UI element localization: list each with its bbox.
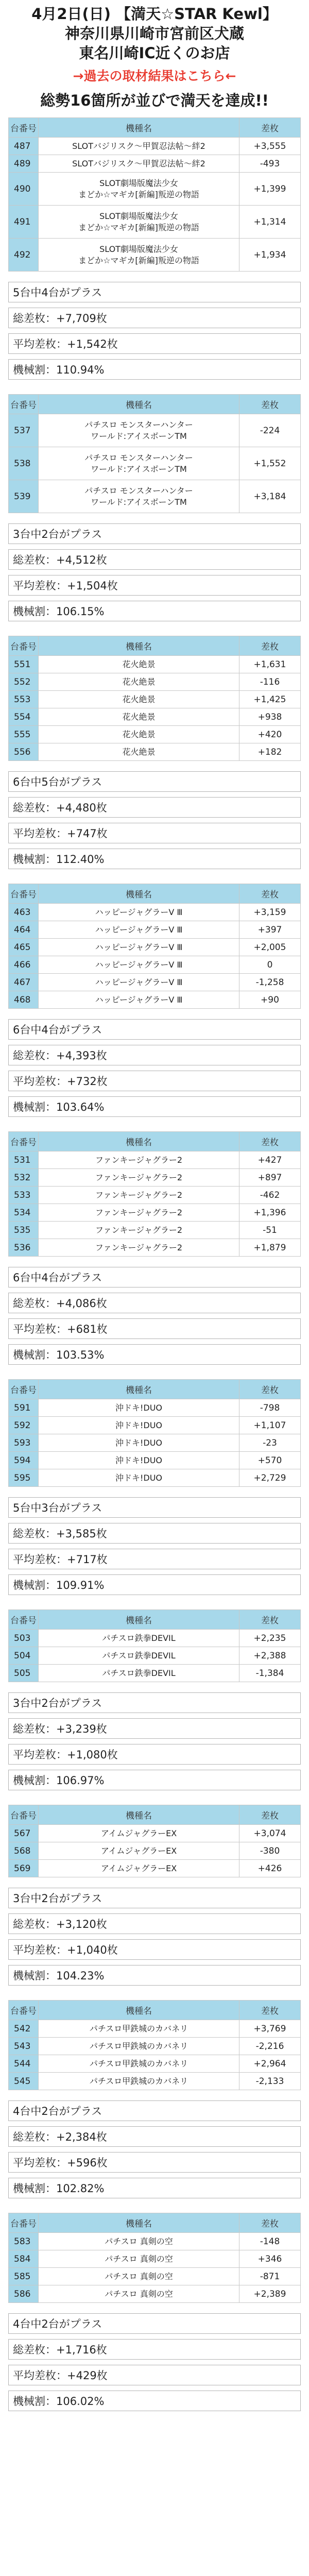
machine-name-cell: パチスロ モンスターハンター ワールド:アイスボーンTM bbox=[39, 414, 239, 447]
machine-name-cell: 花火絶景 bbox=[39, 726, 239, 743]
total-difference-box: 総差枚：+2,384枚 bbox=[8, 2126, 301, 2147]
machine-name-cell: ハッピージャグラーV Ⅲ bbox=[39, 974, 239, 991]
average-difference-box: 平均差枚：+1,542枚 bbox=[8, 333, 301, 354]
table-row bbox=[9, 1187, 301, 1204]
table-row bbox=[9, 1452, 301, 1469]
machine-name-cell: パチスロ甲鉄城のカバネリ bbox=[39, 2055, 239, 2073]
result-section bbox=[0, 2000, 309, 2198]
machine-name-cell: パチスロ 真剣の空 bbox=[39, 2250, 239, 2268]
table-header-row bbox=[9, 1132, 301, 1151]
table-row bbox=[9, 991, 301, 1009]
machine-number-cell: 594 bbox=[9, 1452, 39, 1469]
total-difference-box: 総差枚：+1,716枚 bbox=[8, 2339, 301, 2360]
difference-cell: +397 bbox=[239, 921, 301, 939]
machine-name-cell: アイムジャグラーEX bbox=[39, 1860, 239, 1877]
column-header-difference: 差枚 bbox=[239, 1380, 301, 1399]
difference-cell: -2,216 bbox=[239, 2038, 301, 2055]
column-header-machine-number: 台番号 bbox=[9, 1805, 39, 1825]
table-header-row bbox=[9, 636, 301, 656]
column-header-machine-name: 機種名 bbox=[39, 2001, 239, 2020]
difference-cell: +1,552 bbox=[239, 447, 301, 480]
result-section bbox=[0, 636, 309, 869]
machine-number-cell: 532 bbox=[9, 1169, 39, 1187]
machine-number-cell: 554 bbox=[9, 708, 39, 726]
section-stats bbox=[8, 282, 301, 380]
machine-results-table bbox=[8, 1131, 301, 1257]
difference-cell: -2,133 bbox=[239, 2073, 301, 2090]
difference-cell: +1,425 bbox=[239, 691, 301, 708]
column-header-machine-number: 台番号 bbox=[9, 1380, 39, 1399]
difference-cell: -224 bbox=[239, 414, 301, 447]
column-header-difference: 差枚 bbox=[239, 2213, 301, 2233]
machine-name-cell: 花火絶景 bbox=[39, 673, 239, 691]
table-row bbox=[9, 138, 301, 155]
machine-number-cell: 585 bbox=[9, 2268, 39, 2285]
payout-rate-box: 機械割：103.53% bbox=[8, 1344, 301, 1365]
table-header-row bbox=[9, 2001, 301, 2020]
column-header-machine-number: 台番号 bbox=[9, 2213, 39, 2233]
article-title-store-hint: 東名川崎IC近くのお店 bbox=[79, 44, 230, 62]
column-header-machine-name: 機種名 bbox=[39, 1610, 239, 1630]
column-header-machine-number: 台番号 bbox=[9, 118, 39, 138]
table-row bbox=[9, 414, 301, 447]
machine-name-cell: ファンキージャグラー2 bbox=[39, 1222, 239, 1239]
payout-rate-box: 機械割：106.02% bbox=[8, 2391, 301, 2411]
column-header-difference: 差枚 bbox=[239, 1610, 301, 1630]
machine-name-cell: アイムジャグラーEX bbox=[39, 1842, 239, 1860]
table-row bbox=[9, 921, 301, 939]
difference-cell: +1,631 bbox=[239, 656, 301, 673]
table-row bbox=[9, 726, 301, 743]
machine-number-cell: 544 bbox=[9, 2055, 39, 2073]
plus-count-box: 4台中2台がプラス bbox=[8, 2313, 301, 2334]
machine-name-cell: パチスロ甲鉄城のカバネリ bbox=[39, 2038, 239, 2055]
table-row bbox=[9, 1860, 301, 1877]
table-row bbox=[9, 1204, 301, 1222]
machine-results-table bbox=[8, 117, 301, 272]
machine-number-cell: 467 bbox=[9, 974, 39, 991]
average-difference-box: 平均差枚：+732枚 bbox=[8, 1071, 301, 1091]
difference-cell: -871 bbox=[239, 2268, 301, 2285]
table-row bbox=[9, 2020, 301, 2038]
average-difference-box: 平均差枚：+1,504枚 bbox=[8, 575, 301, 596]
difference-cell: -116 bbox=[239, 673, 301, 691]
column-header-machine-number: 台番号 bbox=[9, 2001, 39, 2020]
machine-number-cell: 535 bbox=[9, 1222, 39, 1239]
machine-number-cell: 555 bbox=[9, 726, 39, 743]
section-stats bbox=[8, 1497, 301, 1595]
machine-name-cell: ハッピージャグラーV Ⅲ bbox=[39, 939, 239, 956]
difference-cell: -462 bbox=[239, 1187, 301, 1204]
table-row bbox=[9, 2038, 301, 2055]
machine-name-cell: ファンキージャグラー2 bbox=[39, 1187, 239, 1204]
column-header-machine-name: 機種名 bbox=[39, 636, 239, 656]
table-row bbox=[9, 2268, 301, 2285]
machine-name-cell: パチスロ鉄拳DEVIL bbox=[39, 1630, 239, 1647]
machine-number-cell: 584 bbox=[9, 2250, 39, 2268]
difference-cell: +2,389 bbox=[239, 2285, 301, 2303]
difference-cell: +3,769 bbox=[239, 2020, 301, 2038]
table-header-row bbox=[9, 395, 301, 414]
column-header-difference: 差枚 bbox=[239, 636, 301, 656]
difference-cell: +3,159 bbox=[239, 904, 301, 921]
plus-count-box: 3台中2台がプラス bbox=[8, 1692, 301, 1713]
section-stats bbox=[8, 771, 301, 869]
difference-cell: 0 bbox=[239, 956, 301, 974]
table-row bbox=[9, 2073, 301, 2090]
results-sections bbox=[0, 117, 309, 2411]
machine-number-cell: 492 bbox=[9, 239, 39, 272]
total-difference-box: 総差枚：+3,239枚 bbox=[8, 1718, 301, 1739]
machine-name-cell: SLOT劇場版魔法少女 まどか☆マギカ[新編]叛逆の物語 bbox=[39, 239, 239, 272]
difference-cell: -23 bbox=[239, 1434, 301, 1452]
machine-number-cell: 583 bbox=[9, 2233, 39, 2250]
table-header-row bbox=[9, 884, 301, 904]
difference-cell: +3,555 bbox=[239, 138, 301, 155]
machine-results-table bbox=[8, 2213, 301, 2303]
column-header-machine-name: 機種名 bbox=[39, 1132, 239, 1151]
table-row bbox=[9, 939, 301, 956]
table-row bbox=[9, 1469, 301, 1487]
average-difference-box: 平均差枚：+429枚 bbox=[8, 2365, 301, 2385]
machine-name-cell: パチスロ甲鉄城のカバネリ bbox=[39, 2020, 239, 2038]
average-difference-box: 平均差枚：+596枚 bbox=[8, 2152, 301, 2173]
machine-name-cell: パチスロ 真剣の空 bbox=[39, 2268, 239, 2285]
machine-name-cell: パチスロ モンスターハンター ワールド:アイスボーンTM bbox=[39, 447, 239, 480]
machine-name-cell: SLOTバジリスク～甲賀忍法帖～絆2 bbox=[39, 155, 239, 173]
machine-number-cell: 567 bbox=[9, 1825, 39, 1842]
machine-number-cell: 551 bbox=[9, 656, 39, 673]
machine-number-cell: 545 bbox=[9, 2073, 39, 2090]
table-header-row bbox=[9, 1610, 301, 1630]
section-stats bbox=[8, 2313, 301, 2411]
machine-results-table bbox=[8, 2000, 301, 2090]
machine-number-cell: 552 bbox=[9, 673, 39, 691]
table-row bbox=[9, 2055, 301, 2073]
machine-name-cell: パチスロ鉄拳DEVIL bbox=[39, 1647, 239, 1665]
machine-number-cell: 586 bbox=[9, 2285, 39, 2303]
machine-number-cell: 490 bbox=[9, 173, 39, 206]
plus-count-box: 3台中2台がプラス bbox=[8, 1888, 301, 1908]
difference-cell: -493 bbox=[239, 155, 301, 173]
table-row bbox=[9, 447, 301, 480]
column-header-difference: 差枚 bbox=[239, 1132, 301, 1151]
machine-number-cell: 592 bbox=[9, 1417, 39, 1434]
table-row bbox=[9, 1151, 301, 1169]
table-row bbox=[9, 173, 301, 206]
column-header-machine-name: 機種名 bbox=[39, 118, 239, 138]
machine-results-table bbox=[8, 884, 301, 1009]
machine-number-cell: 487 bbox=[9, 138, 39, 155]
total-difference-box: 総差枚：+7,709枚 bbox=[8, 308, 301, 328]
machine-name-cell: パチスロ 真剣の空 bbox=[39, 2233, 239, 2250]
table-row bbox=[9, 656, 301, 673]
machine-number-cell: 533 bbox=[9, 1187, 39, 1204]
machine-number-cell: 504 bbox=[9, 1647, 39, 1665]
machine-number-cell: 466 bbox=[9, 956, 39, 974]
result-section bbox=[0, 1805, 309, 1986]
table-header-row bbox=[9, 118, 301, 138]
table-row bbox=[9, 1434, 301, 1452]
machine-name-cell: 花火絶景 bbox=[39, 743, 239, 761]
machine-name-cell: ファンキージャグラー2 bbox=[39, 1151, 239, 1169]
machine-number-cell: 539 bbox=[9, 480, 39, 513]
result-section bbox=[0, 1379, 309, 1595]
machine-number-cell: 536 bbox=[9, 1239, 39, 1257]
difference-cell: +570 bbox=[239, 1452, 301, 1469]
table-row bbox=[9, 673, 301, 691]
plus-count-box: 6台中5台がプラス bbox=[8, 771, 301, 792]
average-difference-box: 平均差枚：+681枚 bbox=[8, 1318, 301, 1339]
machine-name-cell: SLOT劇場版魔法少女 まどか☆マギカ[新編]叛逆の物語 bbox=[39, 173, 239, 206]
table-header-row bbox=[9, 1380, 301, 1399]
total-difference-box: 総差枚：+4,393枚 bbox=[8, 1045, 301, 1065]
average-difference-box: 平均差枚：+1,040枚 bbox=[8, 1939, 301, 1960]
average-difference-box: 平均差枚：+747枚 bbox=[8, 823, 301, 843]
difference-cell: +2,729 bbox=[239, 1469, 301, 1487]
article-summary: 総勢16箇所が並びで満天を達成!! bbox=[40, 92, 269, 109]
machine-results-table bbox=[8, 636, 301, 761]
table-row bbox=[9, 743, 301, 761]
difference-cell: -798 bbox=[239, 1399, 301, 1417]
column-header-difference: 差枚 bbox=[239, 1805, 301, 1825]
difference-cell: +2,235 bbox=[239, 1630, 301, 1647]
result-section bbox=[0, 1131, 309, 1365]
section-stats bbox=[8, 2100, 301, 2198]
difference-cell: -1,258 bbox=[239, 974, 301, 991]
machine-number-cell: 463 bbox=[9, 904, 39, 921]
payout-rate-box: 機械割：110.94% bbox=[8, 359, 301, 380]
difference-cell: +2,388 bbox=[239, 1647, 301, 1665]
column-header-machine-name: 機種名 bbox=[39, 2213, 239, 2233]
machine-name-cell: ファンキージャグラー2 bbox=[39, 1204, 239, 1222]
table-row bbox=[9, 239, 301, 272]
table-header-row bbox=[9, 2213, 301, 2233]
machine-number-cell: 505 bbox=[9, 1665, 39, 1682]
column-header-machine-number: 台番号 bbox=[9, 636, 39, 656]
payout-rate-box: 機械割：112.40% bbox=[8, 849, 301, 869]
table-row bbox=[9, 904, 301, 921]
table-row bbox=[9, 708, 301, 726]
table-row bbox=[9, 206, 301, 239]
machine-name-cell: ファンキージャグラー2 bbox=[39, 1169, 239, 1187]
column-header-difference: 差枚 bbox=[239, 2001, 301, 2020]
column-header-machine-name: 機種名 bbox=[39, 395, 239, 414]
machine-number-cell: 543 bbox=[9, 2038, 39, 2055]
machine-name-cell: ファンキージャグラー2 bbox=[39, 1239, 239, 1257]
table-row bbox=[9, 1417, 301, 1434]
machine-name-cell: 沖ドキ!DUO bbox=[39, 1452, 239, 1469]
machine-number-cell: 491 bbox=[9, 206, 39, 239]
machine-results-table bbox=[8, 1609, 301, 1682]
table-row bbox=[9, 1222, 301, 1239]
table-row bbox=[9, 691, 301, 708]
machine-results-table bbox=[8, 1805, 301, 1877]
machine-name-cell: ハッピージャグラーV Ⅲ bbox=[39, 921, 239, 939]
difference-cell: +1,934 bbox=[239, 239, 301, 272]
column-header-machine-name: 機種名 bbox=[39, 1380, 239, 1399]
section-stats bbox=[8, 1267, 301, 1365]
machine-name-cell: 沖ドキ!DUO bbox=[39, 1399, 239, 1417]
table-row bbox=[9, 1169, 301, 1187]
total-difference-box: 総差枚：+4,480枚 bbox=[8, 797, 301, 818]
machine-number-cell: 553 bbox=[9, 691, 39, 708]
difference-cell: +1,314 bbox=[239, 206, 301, 239]
article-title-location: 神奈川県川崎市宮前区犬蔵 bbox=[64, 25, 244, 42]
machine-number-cell: 542 bbox=[9, 2020, 39, 2038]
machine-name-cell: パチスロ モンスターハンター ワールド:アイスボーンTM bbox=[39, 480, 239, 513]
machine-number-cell: 531 bbox=[9, 1151, 39, 1169]
plus-count-box: 5台中3台がプラス bbox=[8, 1497, 301, 1518]
difference-cell: +182 bbox=[239, 743, 301, 761]
column-header-difference: 差枚 bbox=[239, 884, 301, 904]
difference-cell: +90 bbox=[239, 991, 301, 1009]
machine-name-cell: 花火絶景 bbox=[39, 708, 239, 726]
machine-name-cell: 花火絶景 bbox=[39, 656, 239, 673]
machine-name-cell: パチスロ 真剣の空 bbox=[39, 2285, 239, 2303]
table-row bbox=[9, 2250, 301, 2268]
payout-rate-box: 機械割：102.82% bbox=[8, 2178, 301, 2198]
payout-rate-box: 機械割：103.64% bbox=[8, 1096, 301, 1117]
difference-cell: +938 bbox=[239, 708, 301, 726]
plus-count-box: 6台中4台がプラス bbox=[8, 1267, 301, 1287]
machine-number-cell: 568 bbox=[9, 1842, 39, 1860]
plus-count-box: 4台中2台がプラス bbox=[8, 2100, 301, 2121]
table-header-row bbox=[9, 1805, 301, 1825]
column-header-machine-number: 台番号 bbox=[9, 884, 39, 904]
plus-count-box: 3台中2台がプラス bbox=[8, 523, 301, 544]
machine-name-cell: ハッピージャグラーV Ⅲ bbox=[39, 904, 239, 921]
section-stats bbox=[8, 1888, 301, 1986]
section-stats bbox=[8, 523, 301, 621]
table-row bbox=[9, 480, 301, 513]
machine-name-cell: 沖ドキ!DUO bbox=[39, 1417, 239, 1434]
result-section bbox=[0, 2213, 309, 2411]
machine-name-cell: ハッピージャグラーV Ⅲ bbox=[39, 956, 239, 974]
difference-cell: +2,964 bbox=[239, 2055, 301, 2073]
table-row bbox=[9, 1399, 301, 1417]
column-header-machine-name: 機種名 bbox=[39, 1805, 239, 1825]
difference-cell: +1,107 bbox=[239, 1417, 301, 1434]
machine-number-cell: 464 bbox=[9, 921, 39, 939]
difference-cell: +420 bbox=[239, 726, 301, 743]
table-row bbox=[9, 1825, 301, 1842]
payout-rate-box: 機械割：104.23% bbox=[8, 1965, 301, 1986]
column-header-difference: 差枚 bbox=[239, 395, 301, 414]
payout-rate-box: 機械割：106.97% bbox=[8, 1770, 301, 1790]
machine-results-table bbox=[8, 1379, 301, 1487]
section-stats bbox=[8, 1019, 301, 1117]
table-row bbox=[9, 1647, 301, 1665]
machine-number-cell: 569 bbox=[9, 1860, 39, 1877]
article-title-date: 4月2日(日) 【満天☆STAR Kewl】 bbox=[31, 5, 278, 23]
article-header bbox=[0, 4, 309, 110]
difference-cell: -1,384 bbox=[239, 1665, 301, 1682]
total-difference-box: 総差枚：+3,120枚 bbox=[8, 1913, 301, 1934]
machine-name-cell: 沖ドキ!DUO bbox=[39, 1469, 239, 1487]
plus-count-box: 5台中4台がプラス bbox=[8, 282, 301, 302]
table-row bbox=[9, 1842, 301, 1860]
result-section bbox=[0, 1609, 309, 1790]
machine-number-cell: 591 bbox=[9, 1399, 39, 1417]
machine-number-cell: 595 bbox=[9, 1469, 39, 1487]
difference-cell: -148 bbox=[239, 2233, 301, 2250]
past-results-link[interactable]: →過去の取材結果はこちら← bbox=[73, 69, 236, 83]
result-section bbox=[0, 884, 309, 1117]
machine-name-cell: ハッピージャグラーV Ⅲ bbox=[39, 991, 239, 1009]
plus-count-box: 6台中4台がプラス bbox=[8, 1019, 301, 1040]
machine-number-cell: 537 bbox=[9, 414, 39, 447]
table-row bbox=[9, 1665, 301, 1682]
column-header-machine-number: 台番号 bbox=[9, 395, 39, 414]
difference-cell: +2,005 bbox=[239, 939, 301, 956]
difference-cell: +1,399 bbox=[239, 173, 301, 206]
table-row bbox=[9, 1630, 301, 1647]
column-header-machine-name: 機種名 bbox=[39, 884, 239, 904]
difference-cell: +426 bbox=[239, 1860, 301, 1877]
payout-rate-box: 機械割：106.15% bbox=[8, 601, 301, 621]
total-difference-box: 総差枚：+4,512枚 bbox=[8, 549, 301, 570]
difference-cell: +1,879 bbox=[239, 1239, 301, 1257]
table-row bbox=[9, 956, 301, 974]
table-row bbox=[9, 155, 301, 173]
machine-name-cell: 沖ドキ!DUO bbox=[39, 1434, 239, 1452]
result-section bbox=[0, 117, 309, 380]
difference-cell: +1,396 bbox=[239, 1204, 301, 1222]
machine-number-cell: 465 bbox=[9, 939, 39, 956]
machine-number-cell: 468 bbox=[9, 991, 39, 1009]
average-difference-box: 平均差枚：+1,080枚 bbox=[8, 1744, 301, 1765]
machine-name-cell: アイムジャグラーEX bbox=[39, 1825, 239, 1842]
machine-number-cell: 503 bbox=[9, 1630, 39, 1647]
column-header-machine-number: 台番号 bbox=[9, 1132, 39, 1151]
machine-number-cell: 534 bbox=[9, 1204, 39, 1222]
table-row bbox=[9, 1239, 301, 1257]
section-stats bbox=[8, 1692, 301, 1790]
machine-number-cell: 538 bbox=[9, 447, 39, 480]
machine-name-cell: パチスロ甲鉄城のカバネリ bbox=[39, 2073, 239, 2090]
difference-cell: +897 bbox=[239, 1169, 301, 1187]
difference-cell: -51 bbox=[239, 1222, 301, 1239]
machine-number-cell: 556 bbox=[9, 743, 39, 761]
difference-cell: -380 bbox=[239, 1842, 301, 1860]
difference-cell: +3,074 bbox=[239, 1825, 301, 1842]
table-row bbox=[9, 2285, 301, 2303]
difference-cell: +346 bbox=[239, 2250, 301, 2268]
machine-name-cell: SLOT劇場版魔法少女 まどか☆マギカ[新編]叛逆の物語 bbox=[39, 206, 239, 239]
machine-number-cell: 593 bbox=[9, 1434, 39, 1452]
machine-name-cell: SLOTバジリスク～甲賀忍法帖～絆2 bbox=[39, 138, 239, 155]
average-difference-box: 平均差枚：+717枚 bbox=[8, 1549, 301, 1569]
total-difference-box: 総差枚：+4,086枚 bbox=[8, 1293, 301, 1313]
difference-cell: +427 bbox=[239, 1151, 301, 1169]
table-row bbox=[9, 2233, 301, 2250]
column-header-difference: 差枚 bbox=[239, 118, 301, 138]
total-difference-box: 総差枚：+3,585枚 bbox=[8, 1523, 301, 1544]
difference-cell: +3,184 bbox=[239, 480, 301, 513]
machine-name-cell: 花火絶景 bbox=[39, 691, 239, 708]
column-header-machine-number: 台番号 bbox=[9, 1610, 39, 1630]
machine-results-table bbox=[8, 394, 301, 513]
machine-name-cell: パチスロ鉄拳DEVIL bbox=[39, 1665, 239, 1682]
payout-rate-box: 機械割：109.91% bbox=[8, 1574, 301, 1595]
table-row bbox=[9, 974, 301, 991]
result-section bbox=[0, 394, 309, 621]
machine-number-cell: 489 bbox=[9, 155, 39, 173]
